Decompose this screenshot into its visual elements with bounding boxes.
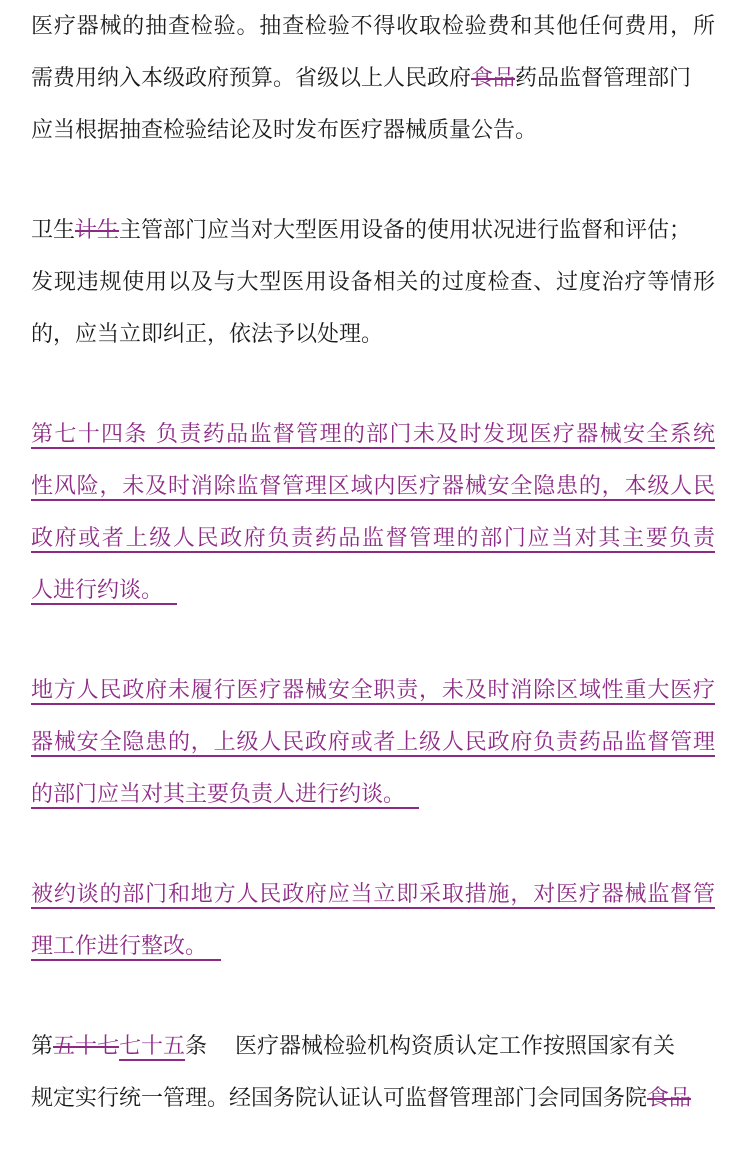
para4-line3: [31, 780, 419, 810]
deleted-text: 计生: [75, 218, 120, 243]
inserted-text: 性风险，未及时消除监督管理区域内医疗器械安全隐患的，本级人民: [31, 474, 715, 499]
para3-line4: [31, 576, 177, 606]
deleted-text: 食品: [647, 1086, 692, 1111]
inserted-text: 政府或者上级人民政府负责药品监督管理的部门应当对其主要负责: [31, 526, 715, 551]
inserted-text: 的部门应当对其主要负责人进行约谈。: [31, 782, 406, 807]
text: 需费用纳入本级政府预算。省级以上人民政府: [31, 66, 472, 91]
text: 卫生: [31, 218, 76, 243]
text: 规定实行统一管理。经国务院认证认可监督管理部门会同国务院: [31, 1086, 648, 1111]
para1-line1: [31, 12, 715, 42]
para2-line1: [31, 216, 691, 246]
para3-line1: [31, 420, 715, 450]
para3-line2: [31, 472, 715, 502]
text: 药品监督管理部门: [515, 66, 692, 91]
text: 主管部门应当对大型医用设备的使用状况进行监督和评估；: [119, 218, 692, 243]
deleted-text: 五十七: [53, 1034, 120, 1059]
text: 的，应当立即纠正，依法予以处理。: [31, 322, 384, 347]
text: 发现违规使用以及与大型医用设备相关的过度检查、过度治疗等情形: [31, 270, 715, 295]
inserted-text: 地方人民政府未履行医疗器械安全职责，未及时消除区域性重大医疗: [31, 678, 715, 703]
inserted-text: 七十五: [119, 1034, 186, 1059]
inserted-text: 人进行约谈。: [31, 578, 164, 603]
text: 条 医疗器械检验机构资质认定工作按照国家有关: [185, 1034, 676, 1059]
inserted-text: 器械安全隐患的，上级人民政府或者上级人民政府负责药品监督管理: [31, 730, 715, 755]
para4-line2: [31, 728, 715, 758]
deleted-text: 食品: [471, 66, 516, 91]
para5-line1: [31, 880, 715, 910]
para6-line1: [31, 1032, 675, 1062]
para4-line1: [31, 676, 715, 706]
text: 第: [31, 1034, 54, 1059]
para2-line3: [31, 320, 383, 350]
inserted-text: 理工作进行整改。: [31, 934, 208, 959]
para6-line2: [31, 1084, 691, 1114]
inserted-text: 被约谈的部门和地方人民政府应当立即采取措施，对医疗器械监督管: [31, 882, 715, 907]
para1-line2: [31, 64, 691, 94]
para2-line2: [31, 268, 715, 298]
text: 医疗器械的抽查检验。抽查检验不得收取检验费和其他任何费用，所: [31, 14, 715, 39]
inserted-text: 第七十四条 负责药品监督管理的部门未及时发现医疗器械安全系统: [31, 422, 715, 447]
para1-line3: [31, 116, 537, 146]
para3-line3: [31, 524, 715, 554]
para5-line2: [31, 932, 221, 962]
text: 应当根据抽查检验结论及时发布医疗器械质量公告。: [31, 118, 538, 143]
